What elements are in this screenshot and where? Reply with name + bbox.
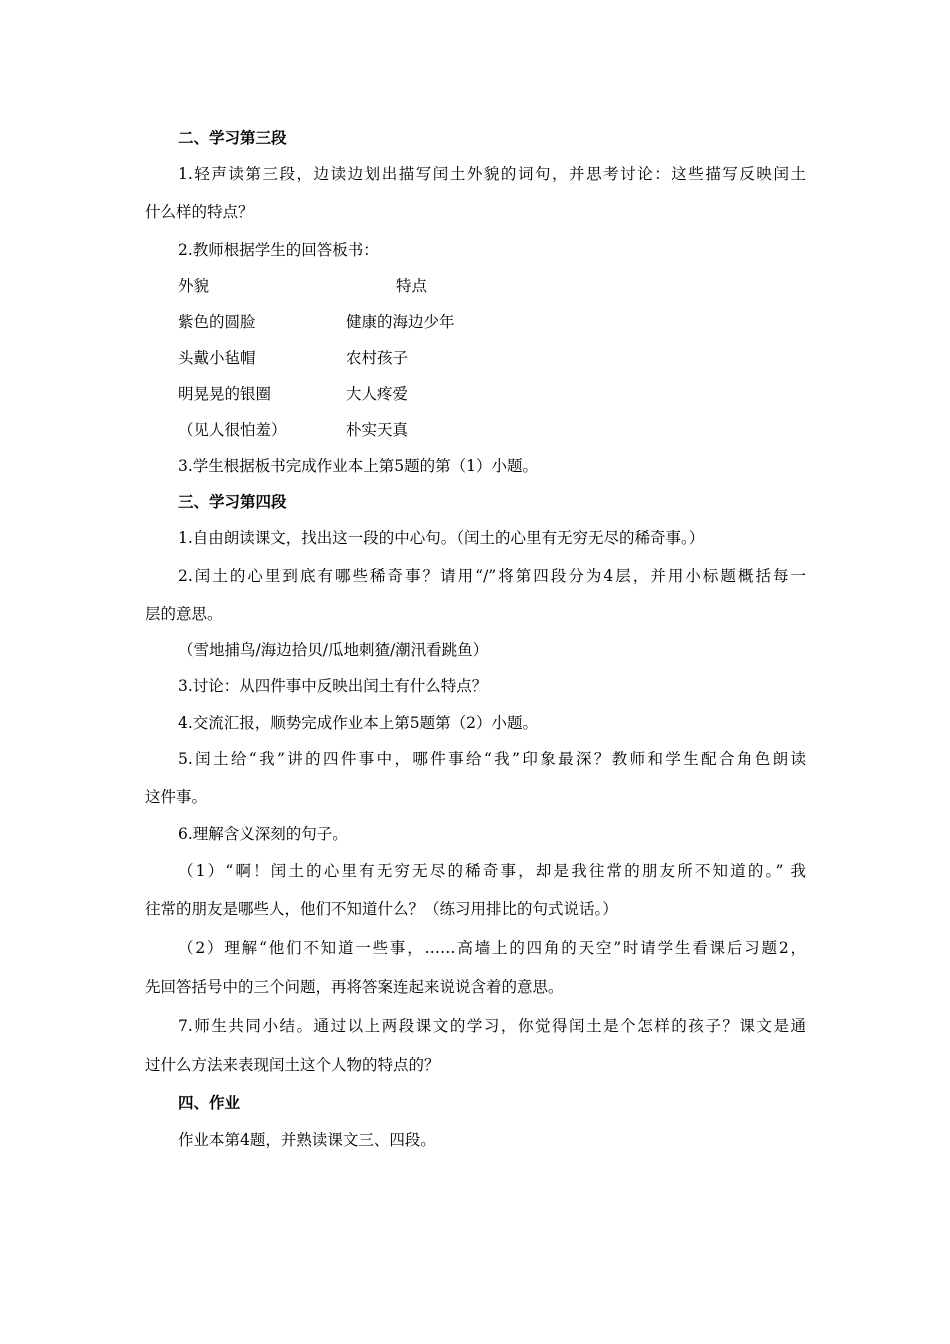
section-heading: 二、学习第三段 — [178, 128, 287, 147]
paragraph-line: 层的意思。 — [145, 605, 223, 623]
paragraph-line: 4.交流汇报，顺势完成作业本上第5题第（2）小题。 — [178, 714, 539, 732]
board-cell: 明晃晃的银圈 — [178, 385, 272, 403]
paragraph-line: 什么样的特点？ — [145, 203, 254, 221]
board-col-header: 特点 — [396, 277, 428, 295]
paragraph-line: 往常的朋友是哪些人，他们不知道什么？（练习用排比的句式说话。） — [145, 900, 618, 918]
section-heading: 四、作业 — [178, 1093, 241, 1112]
board-cell: 大人疼爱 — [346, 385, 409, 403]
paragraph-line: 作业本第4题，并熟读课文三、四段。 — [178, 1131, 436, 1149]
paragraph-line: 1.自由朗读课文，找出这一段的中心句。（闰土的心里有无穷无尽的稀奇事。） — [178, 529, 705, 547]
paragraph-line: 3.讨论：从四件事中反映出闰土有什么特点？ — [178, 677, 488, 695]
board-cell: 朴实天真 — [346, 421, 409, 439]
section-heading: 三、学习第四段 — [178, 492, 287, 511]
paragraph-line: 1.轻声读第三段，边读边划出描写闰土外貌的词句，并思考讨论：这些描写反映闰土 — [178, 165, 806, 183]
paragraph-line: 2.闰土的心里到底有哪些稀奇事？请用“/”将第四段分为4层，并用小标题概括每一 — [178, 567, 806, 585]
paragraph-line: （2）理解“他们不知道一些事，……高墙上的四角的天空”时请学生看课后习题2， — [178, 939, 806, 957]
board-cell: 农村孩子 — [346, 349, 409, 367]
paragraph-line: （雪地捕鸟/海边拾贝/瓜地刺猹/潮汛看跳鱼） — [178, 641, 489, 659]
board-cell: 头戴小毡帽 — [178, 349, 256, 367]
paragraph-line: 过什么方法来表现闰土这个人物的特点的？ — [145, 1056, 440, 1074]
paragraph-line: 3.学生根据板书完成作业本上第5题的第（1）小题。 — [178, 457, 539, 475]
paragraph-line: 7.师生共同小结。通过以上两段课文的学习，你觉得闰土是个怎样的孩子？课文是通 — [178, 1017, 806, 1035]
board-cell: 紫色的圆脸 — [178, 313, 256, 331]
paragraph-line: 5.闰土给“我”讲的四件事中，哪件事给“我”印象最深？教师和学生配合角色朗读 — [178, 750, 806, 768]
paragraph-line: 先回答括号中的三个问题，再将答案连起来说说含着的意思。 — [145, 978, 564, 996]
board-col-header: 外貌 — [178, 277, 210, 295]
paragraph-line: （1）“啊！闰土的心里有无穷无尽的稀奇事，却是我往常的朋友所不知道的。” 我 — [178, 862, 806, 880]
paragraph-line: 这件事。 — [145, 788, 208, 806]
paragraph-line: 6.理解含义深刻的句子。 — [178, 825, 348, 843]
board-cell: 健康的海边少年 — [346, 313, 455, 331]
paragraph-line: 2.教师根据学生的回答板书： — [178, 241, 379, 259]
board-cell: （见人很怕羞） — [178, 421, 287, 439]
